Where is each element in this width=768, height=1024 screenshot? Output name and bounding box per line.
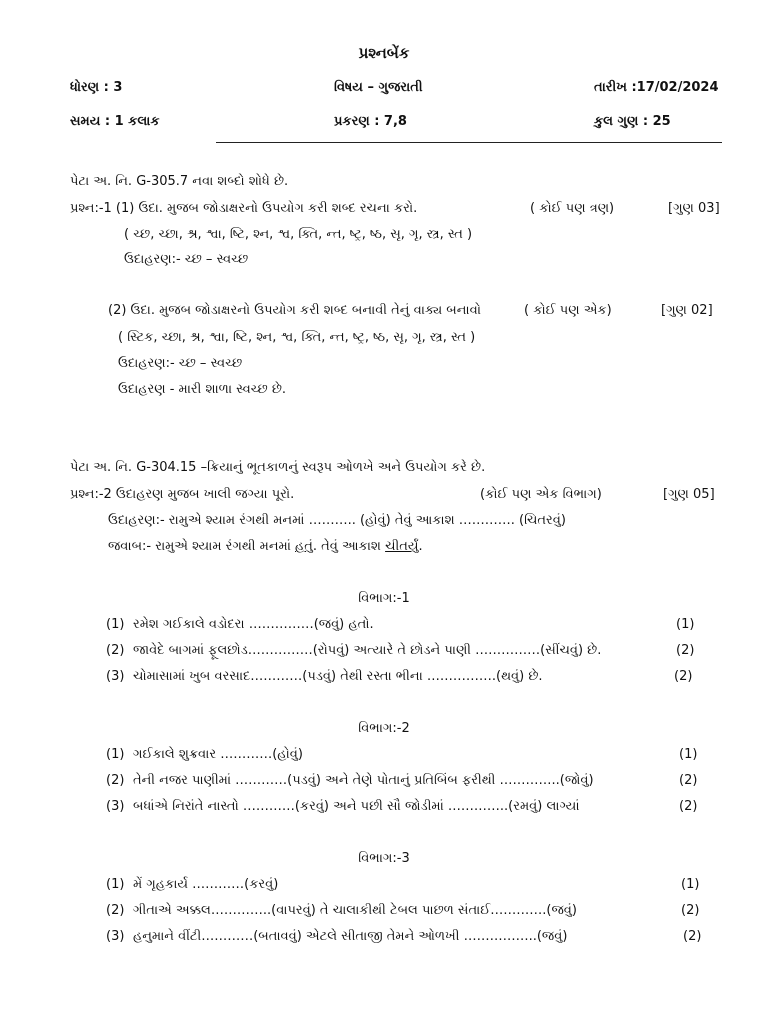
- division-1-item-1-text: રમેશ ગઈકાલે વડોદરા ……………(જવું) હતો.: [133, 617, 374, 632]
- answer-middle: . તેવું આકાશ: [312, 539, 386, 554]
- division-1-item-3-text: ચોમાસામાં ખુબ વરસાદ…………(પડવું) તેથી રસ્તા ભીના …………….(થવું) છે.: [133, 669, 543, 684]
- question-2-text: પ્રશ્ન:-2 ઉદાહરણ મુજબ ખાલી જગ્યા પૂરો.: [70, 487, 295, 502]
- division-3-item-1-number: (1): [106, 877, 125, 892]
- division-2-item-1-number: (1): [106, 747, 125, 762]
- question-2-marks: [ગુણ 05]: [663, 487, 715, 502]
- division-1-item-2-text: જાવેદે બાગમાં ફૂલછોડ……………(રોપવું) અત્યારે તે છોડને પાણી ……………(સીંચવું) છે.: [133, 643, 602, 658]
- division-1-heading: વિભાગ:-1: [358, 591, 410, 606]
- question-1-1-text: પ્રશ્ન:-1 (1) ઉદા. મુજબ જોડાક્ષરનો ઉપયોગ કરી શબ્દ રચના કરો.: [70, 201, 418, 216]
- division-1-item-3-number: (3): [106, 669, 125, 684]
- question-1-2-letters: ( સ્ટિક, ચ્છા, શ્ર, શ્વા, ષ્ટિ, શ્ન, શ્વ, ક્તિ, ન્ત, ષ્ટ્ર, ષ્ઠ, સૃ, ગૃ, સ્ત્ર, સ્ત ): [118, 330, 476, 345]
- division-2-heading: વિભાગ:-2: [358, 721, 410, 736]
- division-2-item-3-marks: (2): [679, 799, 698, 814]
- division-1-item-1-marks: (1): [676, 617, 695, 632]
- division-3-item-2-marks: (2): [681, 903, 700, 918]
- division-3-item-3-number: (3): [106, 929, 125, 944]
- learning-outcome-2: પેટા અ. નિ. G-304.15 –ક્રિયાનું ભૂતકાળનું સ્વરૂપ ઓળખે અને ઉપયોગ કરે છે.: [70, 460, 486, 475]
- header-divider: [216, 142, 722, 143]
- question-1-1-example: ઉદાહરણ:- ચ્છ – સ્વચ્છ: [124, 252, 249, 267]
- answer-suffix: .: [418, 539, 423, 554]
- standard-label: ધોરણ : 3: [70, 80, 123, 95]
- answer-prefix: જવાબ:- રામુએ શ્યામ રંગથી મનમાં: [108, 539, 296, 554]
- question-1-2-marks: [ગુણ 02]: [661, 303, 713, 318]
- division-1-item-1-number: (1): [106, 617, 125, 632]
- question-2-choice: (કોઈ પણ એક વિભાગ): [480, 487, 602, 502]
- division-2-item-3-text: બધાંએ નિરાંતે નાસ્તો …………(કરવું) અને પછી સૌ જોડીમાં …………..(રમવું) લાગ્યાં: [133, 799, 580, 814]
- question-1-2-example: ઉદાહરણ:- ચ્છ – સ્વચ્છ: [118, 356, 243, 371]
- date-label: તારીખ :17/02/2024: [594, 80, 719, 95]
- question-2-answer: [108, 539, 423, 554]
- division-3-item-1-text: મેં ગૃહકાર્ય …………(કરવું): [133, 877, 279, 892]
- time-label: સમય : 1 કલાક: [70, 114, 160, 129]
- division-1-item-3-marks: (2): [674, 669, 693, 684]
- division-1-item-2-number: (2): [106, 643, 125, 658]
- division-1-item-2-marks: (2): [676, 643, 695, 658]
- subject-label: વિષય – ગુજરાતી: [334, 80, 423, 95]
- question-1-2-choice: ( કોઈ પણ એક): [524, 303, 612, 318]
- division-2-item-2-marks: (2): [679, 773, 698, 788]
- division-3-item-3-text: હનુમાને વીંટી…………(બતાવવું) એટલે સીતાજી તેમને ઓળખી ……………..(જવું): [133, 929, 568, 944]
- division-2-item-3-number: (3): [106, 799, 125, 814]
- question-1-2-sentence-example: ઉદાહરણ - મારી શાળા સ્વચ્છ છે.: [118, 382, 286, 397]
- question-1-1-marks: [ગુણ 03]: [668, 201, 720, 216]
- division-3-item-1-marks: (1): [681, 877, 700, 892]
- division-2-item-1-marks: (1): [679, 747, 698, 762]
- page-title: પ્રશ્નબેંક: [358, 44, 410, 62]
- division-2-item-2-text: તેની નજર પાણીમાં …………(પડવું) અને તેણે પોતાનું પ્રતિબિંબ ફરીથી …………..(જોવું): [133, 773, 594, 788]
- division-3-item-2-number: (2): [106, 903, 125, 918]
- division-2-item-1-text: ગઈકાલે શુક્રવાર …………(હોવું): [133, 747, 303, 762]
- learning-outcome-1: પેટા અ. નિ. G-305.7 નવા શબ્દો શોધે છે.: [70, 174, 289, 189]
- division-2-item-2-number: (2): [106, 773, 125, 788]
- division-3-item-2-text: ગીતાએ અક્કલ…………..(વાપરવું) તે ચાલાકીથી ટેબલ પાછળ સંતાઈ………….(જવું): [133, 903, 577, 918]
- answer-word-1: હતું: [295, 539, 313, 554]
- answer-word-2: ચીતર્યું: [385, 539, 419, 554]
- question-1-1-choice: ( કોઈ પણ ત્રણ): [530, 201, 615, 216]
- question-1-2-text: (2) ઉદા. મુજબ જોડાક્ષરનો ઉપયોગ કરી શબ્દ બનાવી તેનું વાક્ય બનાવો: [108, 303, 481, 318]
- division-3-heading: વિભાગ:-3: [358, 851, 410, 866]
- total-marks-label: કુલ ગુણ : 25: [594, 114, 671, 129]
- question-2-example: ઉદાહરણ:- રામુએ શ્યામ રંગથી મનમાં ……….. (હોવું) તેવું આકાશ …………. (ચિતરવું): [108, 513, 566, 528]
- question-1-1-letters: ( ચ્છ, ચ્છા, શ્ર, શ્વા, ષ્ટિ, શ્ન, શ્વ, ક્તિ, ન્ત, ષ્ટ્ર, ષ્ઠ, સૃ, ગૃ, સ્ત્ર, સ્ત ): [124, 227, 473, 242]
- chapter-label: પ્રકરણ : 7,8: [334, 114, 407, 129]
- division-3-item-3-marks: (2): [683, 929, 702, 944]
